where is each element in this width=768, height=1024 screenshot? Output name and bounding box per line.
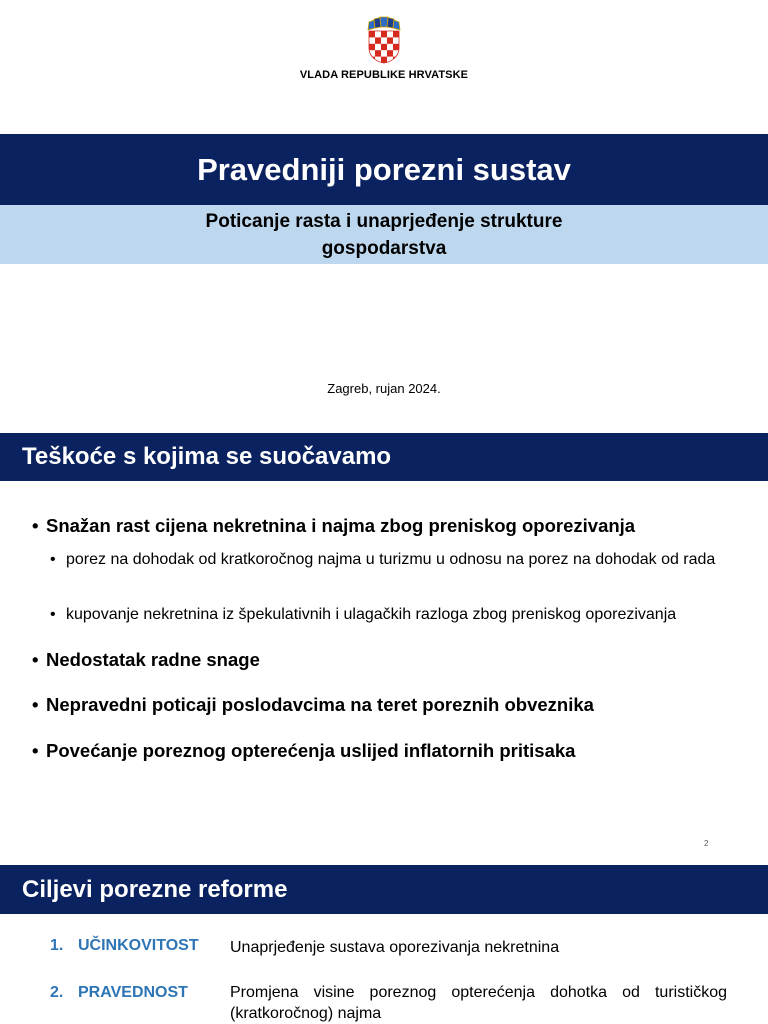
challenges-heading: Teškoće s kojima se suočavamo: [22, 443, 392, 470]
challenge-subitem: [50, 549, 734, 571]
goal-description: Unaprjeđenje sustava oporezivanja nekretnina: [230, 939, 560, 956]
challenge-item-text: Povećanje poreznog opterećenja uslijed inflatornih pritisaka: [46, 740, 576, 761]
goal-name: UČINKOVITOST: [78, 937, 199, 954]
title-banner: [0, 134, 768, 205]
challenge-item: [32, 694, 742, 716]
challenge-item-text: Nepravedni poticaji poslodavcima na teret poreznih obveznika: [46, 694, 594, 715]
bullet-icon: •: [32, 515, 39, 536]
page-number: 2: [704, 839, 709, 848]
challenge-subitem-text: kupovanje nekretnina iz špekulativnih i ulagačkih razloga zbog preniskog oporezivanja: [66, 606, 677, 623]
goal-name: PRAVEDNOST: [78, 984, 188, 1001]
bullet-icon: •: [32, 740, 39, 761]
challenge-subitem-text: porez na dohodak od kratkoročnog najma u turizmu u odnosu na porez na dohodak od rada: [66, 551, 716, 568]
challenge-item: [32, 515, 742, 537]
goal-number: 2.: [50, 984, 64, 1001]
challenge-subitem: [50, 604, 734, 626]
goal-number: 1.: [50, 937, 64, 954]
bullet-icon: •: [32, 694, 39, 715]
bullet-icon: •: [50, 551, 56, 568]
challenge-item-text: Snažan rast cijena nekretnina i najma zbog preniskog oporezivanja: [46, 515, 636, 536]
subtitle-banner: [0, 205, 768, 264]
bullet-icon: •: [50, 606, 56, 623]
goal-description: Promjena visine poreznog opterećenja dohotka od turističkog (kratkoročnog) najma: [230, 984, 727, 1022]
goals-heading: Ciljevi porezne reforme: [22, 875, 288, 903]
bullet-icon: •: [32, 649, 39, 670]
presentation-title: Pravedniji porezni sustav: [197, 151, 571, 187]
challenges-header: [0, 433, 768, 481]
challenge-item: [32, 649, 742, 671]
goals-header: [0, 865, 768, 914]
challenge-item-text: Nedostatak radne snage: [46, 649, 260, 670]
government-name: VLADA REPUBLIKE HRVATSKE: [299, 69, 469, 81]
croatian-coat-of-arms-icon: [366, 16, 402, 64]
place-date: Zagreb, rujan 2024.: [327, 381, 441, 396]
presentation-subtitle: Poticanje rasta i unaprjeđenje strukture gospodarstva: [205, 210, 563, 259]
challenge-item: [32, 740, 742, 762]
